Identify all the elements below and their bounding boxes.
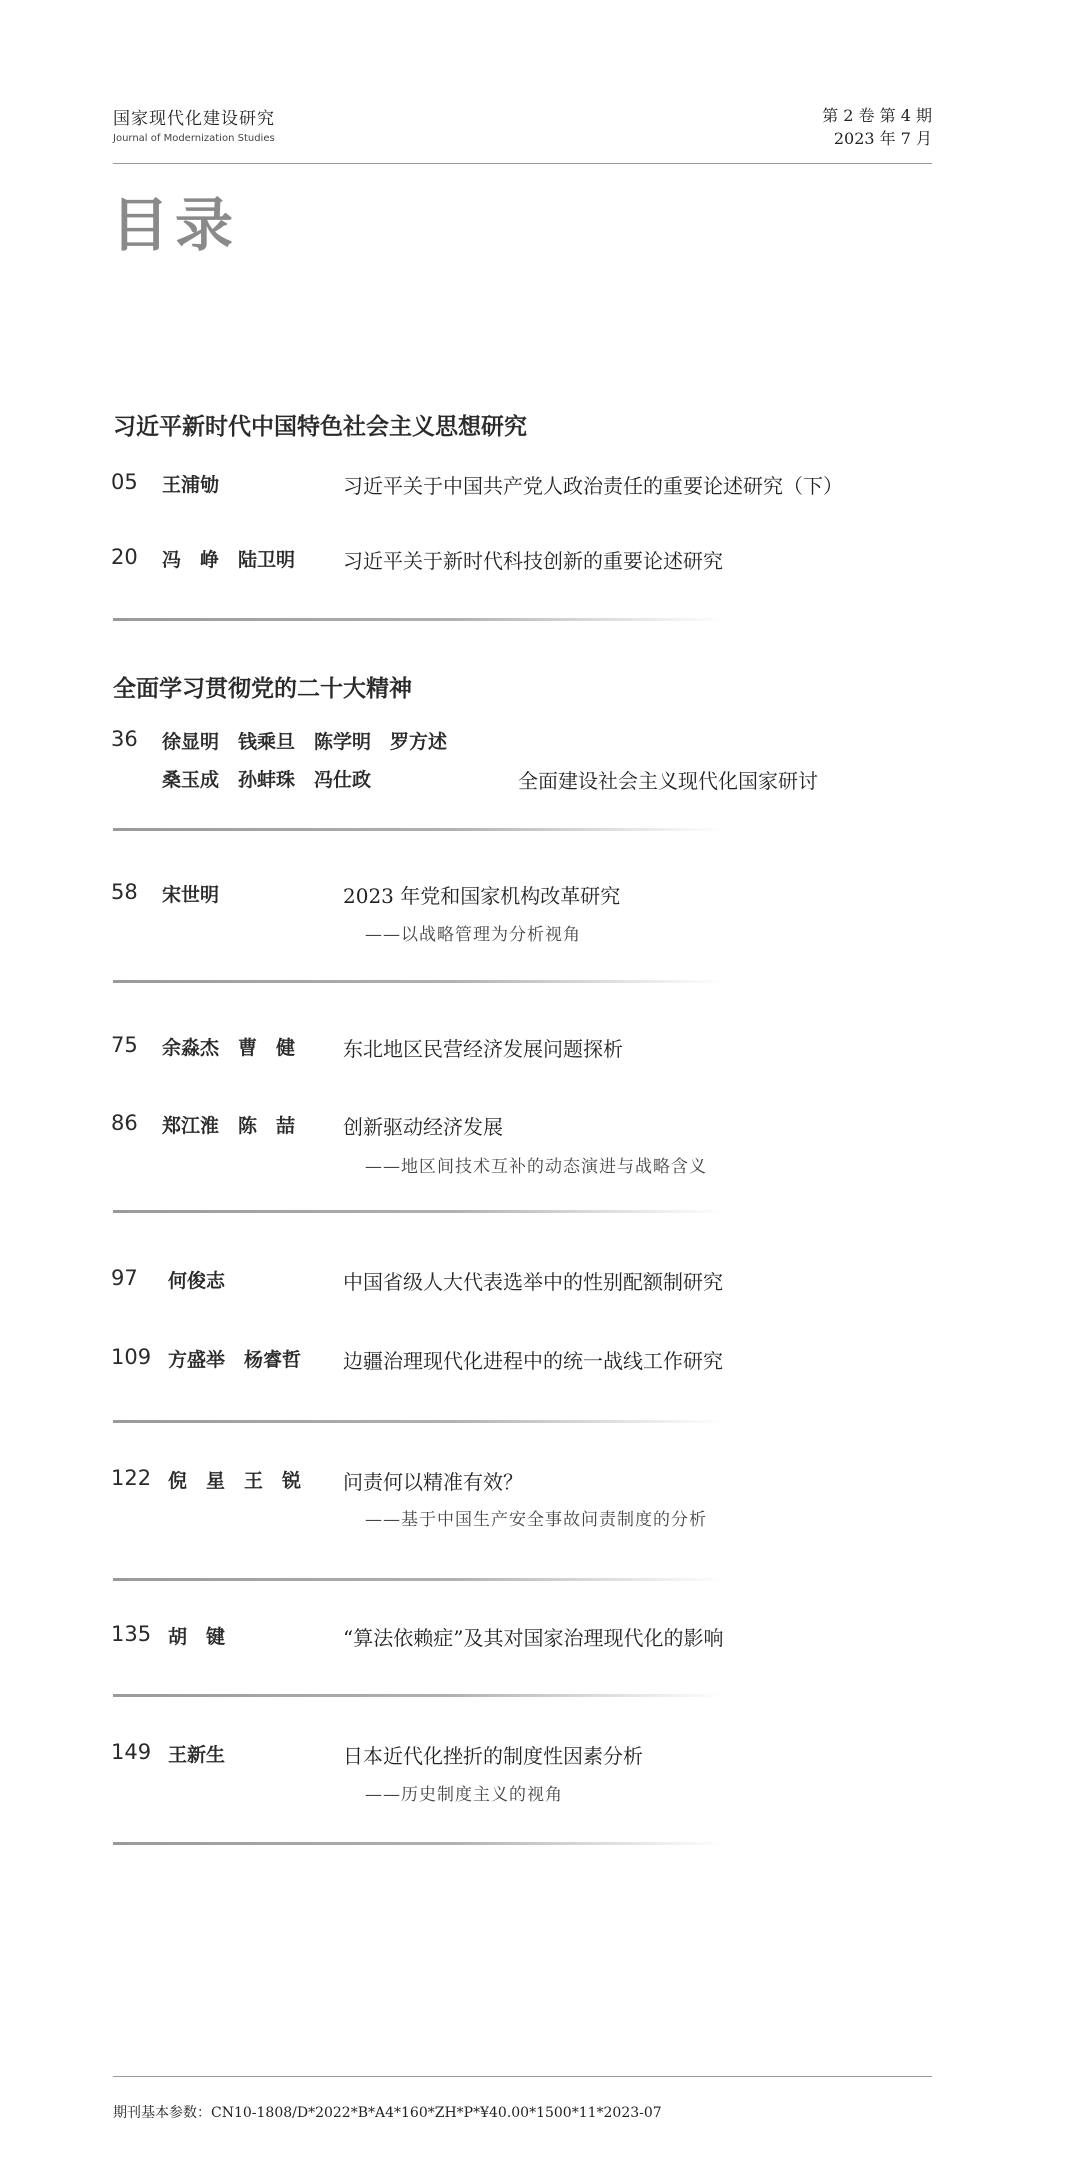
section-title: 习近平新时代中国特色社会主义思想研究: [113, 414, 527, 440]
entry-title[interactable]: 全面建设社会主义现代化国家研讨: [518, 769, 818, 793]
entry-authors: 桑玉成 孙蚌珠 冯仕政: [162, 769, 372, 791]
entry-title[interactable]: 习近平关于中国共产党人政治责任的重要论述研究（下）: [343, 474, 843, 498]
page-number: 109: [111, 1345, 152, 1369]
section-divider: [113, 1420, 723, 1423]
entry-title[interactable]: 边疆治理现代化进程中的统一战线工作研究: [343, 1349, 723, 1373]
issue-date: 2023 年 7 月: [833, 129, 932, 148]
entry-authors: 倪 星 王 锐: [168, 1470, 302, 1492]
entry-authors: 徐显明 钱乘旦 陈学明 罗方述: [162, 731, 448, 753]
entry-subtitle: ——地区间技术互补的动态演进与战略含义: [365, 1157, 707, 1177]
section-divider: [113, 828, 723, 831]
entry-authors: 王浦劬: [162, 474, 220, 496]
entry-authors: 何俊志: [168, 1270, 226, 1292]
entry-title[interactable]: 创新驱动经济发展: [343, 1115, 503, 1139]
page-number: 58: [111, 880, 138, 904]
header-rule: [113, 163, 932, 164]
page-number: 122: [111, 1466, 152, 1490]
entry-authors: 王新生: [168, 1744, 226, 1766]
entry-subtitle: ——历史制度主义的视角: [365, 1785, 563, 1805]
section-title: 全面学习贯彻党的二十大精神: [113, 676, 412, 702]
section-divider: [113, 1842, 723, 1845]
entry-title[interactable]: 问责何以精准有效？: [343, 1470, 523, 1494]
entry-title[interactable]: 习近平关于新时代科技创新的重要论述研究: [343, 549, 723, 573]
journal-masthead: [113, 104, 275, 144]
page-number: 149: [111, 1740, 152, 1764]
entry-title[interactable]: “算法依赖症”及其对国家治理现代化的影响: [343, 1626, 724, 1650]
entry-authors: 冯 峥 陆卫明: [162, 549, 296, 571]
page-number: 135: [111, 1622, 152, 1646]
journal-name-cn: 国家现代化建设研究: [113, 109, 275, 129]
entry-title[interactable]: 东北地区民营经济发展问题探析: [343, 1037, 623, 1061]
section-divider: [113, 618, 723, 621]
volume-issue: 第 2 卷 第 4 期: [822, 106, 932, 125]
entry-subtitle: ——以战略管理为分析视角: [365, 925, 581, 945]
entry-title[interactable]: 日本近代化挫折的制度性因素分析: [343, 1744, 643, 1768]
page-number: 36: [111, 727, 138, 751]
section-divider: [113, 1694, 723, 1697]
page-number: 75: [111, 1033, 138, 1057]
page-number: 97: [111, 1266, 138, 1290]
page-number: 05: [111, 470, 138, 494]
entry-title[interactable]: 2023 年党和国家机构改革研究: [343, 884, 621, 908]
page-title: 目录: [111, 191, 240, 259]
section-divider: [113, 1578, 723, 1581]
journal-name-en: Journal of Modernization Studies: [113, 133, 275, 144]
section-divider: [113, 1210, 723, 1213]
entry-authors: 胡 键: [168, 1626, 226, 1648]
page-number: 86: [111, 1111, 138, 1135]
footer-rule: [113, 2076, 932, 2077]
entry-title[interactable]: 中国省级人大代表选举中的性别配额制研究: [343, 1270, 723, 1294]
page-number: 20: [111, 545, 138, 569]
entry-authors: 宋世明: [162, 884, 220, 906]
section-divider: [113, 980, 723, 983]
entry-authors: 方盛举 杨睿哲: [168, 1349, 302, 1371]
entry-subtitle: ——基于中国生产安全事故问责制度的分析: [365, 1510, 707, 1530]
issue-info: [822, 104, 932, 150]
publication-parameters: 期刊基本参数：CN10-1808/D*2022*B*A4*160*ZH*P*¥40.00*1500*11*2023-07: [113, 2105, 662, 2121]
entry-authors: 郑江淮 陈 喆: [162, 1115, 296, 1137]
entry-authors: 余淼杰 曹 健: [162, 1037, 296, 1059]
